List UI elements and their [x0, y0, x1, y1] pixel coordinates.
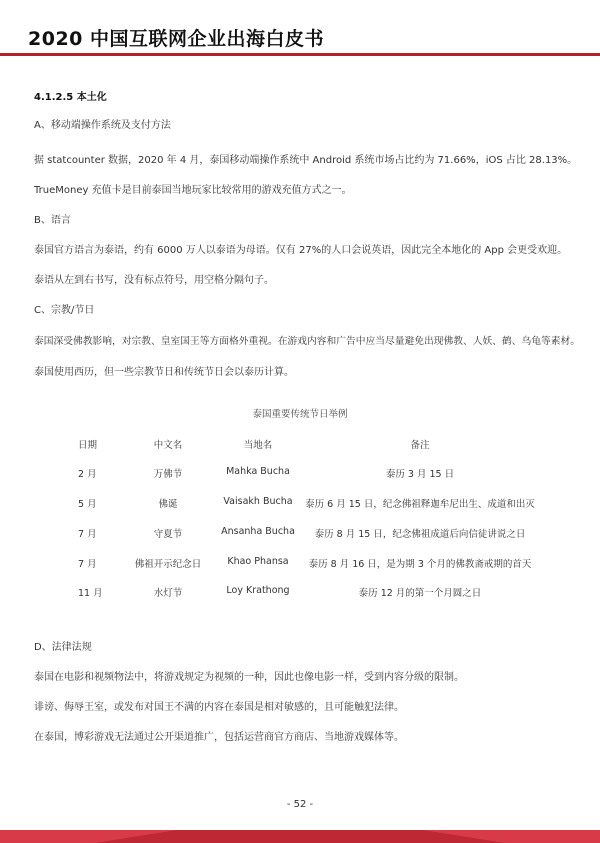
cell-note: 泰历 6 月 15 日，纪念佛祖释迦牟尼出生、成道和出灭 — [305, 499, 535, 510]
paragraph: 诽谤、侮辱王室，或发布对国王不满的内容在泰国是相对敏感的，且可能触犯法律。 — [34, 702, 404, 713]
table-caption: 泰国重要传统节日举例 — [252, 409, 348, 420]
paragraph: 据 statcounter 数据，2020 年 4 月，泰国移动端操作系统中 Android 系统市场占比约为 71.66%，iOS 占比 28.13%。 — [34, 155, 578, 166]
cell-chinese-name: 佛诞 — [158, 499, 178, 510]
cell-local-name: Mahka Bucha — [226, 466, 290, 477]
paragraph: 泰国使用西历，但一些宗教节日和传统节日会以泰历计算。 — [34, 367, 294, 378]
cell-note: 泰历 12 月的第一个月圆之日 — [358, 588, 482, 599]
header-date: 日期 — [78, 440, 98, 451]
section-heading: 4.1.2.5 本土化 — [34, 92, 107, 103]
paragraph: 泰语从左到右书写，没有标点符号，用空格分隔句子。 — [34, 275, 274, 286]
cell-chinese-name: 水灯节 — [153, 588, 183, 599]
header-chinese-name: 中文名 — [153, 440, 183, 451]
cell-local-name: Vaisakh Bucha — [223, 496, 293, 507]
document-title: 2020 中国互联网企业出海白皮书 — [28, 28, 324, 50]
subheading-b: B、语言 — [34, 215, 71, 226]
paragraph: 在泰国，博彩游戏无法通过公开渠道推广，包括运营商官方商店、当地游戏媒体等。 — [34, 732, 404, 743]
subheading-c: C、宗教/节日 — [34, 305, 95, 316]
cell-date: 7 月 — [78, 559, 97, 570]
subheading-d: D、法律法规 — [34, 642, 92, 653]
cell-chinese-name: 佛祖开示纪念日 — [134, 559, 202, 570]
cell-note: 泰历 8 月 16 日，是为期 3 个月的佛教斋戒期的首天 — [308, 559, 532, 570]
footer-band — [0, 830, 600, 843]
subheading-a: A、移动端操作系统及支付方法 — [34, 120, 171, 131]
paragraph: 泰国在电影和视频物法中，将游戏规定为视频的一种，因此也像电影一样，受到内容分级的限制。 — [34, 672, 464, 683]
header-local-name: 当地名 — [243, 440, 273, 451]
paragraph: 泰国深受佛教影响，对宗教、皇室国王等方面格外重视。在游戏内容和广告中应当尽量避免出现佛教、人妖、鹤、乌龟等素材。 — [34, 336, 580, 347]
cell-local-name: Ansanha Bucha — [221, 526, 295, 537]
cell-date: 5 月 — [78, 499, 97, 510]
header-rule — [0, 53, 600, 56]
cell-note: 泰历 8 月 15 日，纪念佛祖成道后向信徒讲说之日 — [314, 529, 526, 540]
cell-chinese-name: 万佛节 — [153, 469, 183, 480]
paragraph: 泰国官方语言为泰语，约有 6000 万人以泰语为母语。仅有 27%的人口会说英语，因此完全本地化的 App 会更受欢迎。 — [34, 245, 568, 256]
cell-local-name: Loy Krathong — [226, 585, 290, 596]
cell-date: 7 月 — [78, 529, 97, 540]
page-number: - 52 - — [286, 799, 314, 810]
paragraph: TrueMoney 充值卡是目前泰国当地玩家比较常用的游戏充值方式之一。 — [34, 185, 352, 196]
cell-date: 11 月 — [78, 588, 103, 599]
cell-local-name: Khao Phansa — [227, 556, 289, 567]
cell-chinese-name: 守夏节 — [153, 529, 183, 540]
cell-note: 泰历 3 月 15 日 — [385, 469, 455, 480]
header-note: 备注 — [410, 440, 430, 451]
footer-band-accent — [95, 830, 505, 843]
cell-date: 2 月 — [78, 469, 97, 480]
